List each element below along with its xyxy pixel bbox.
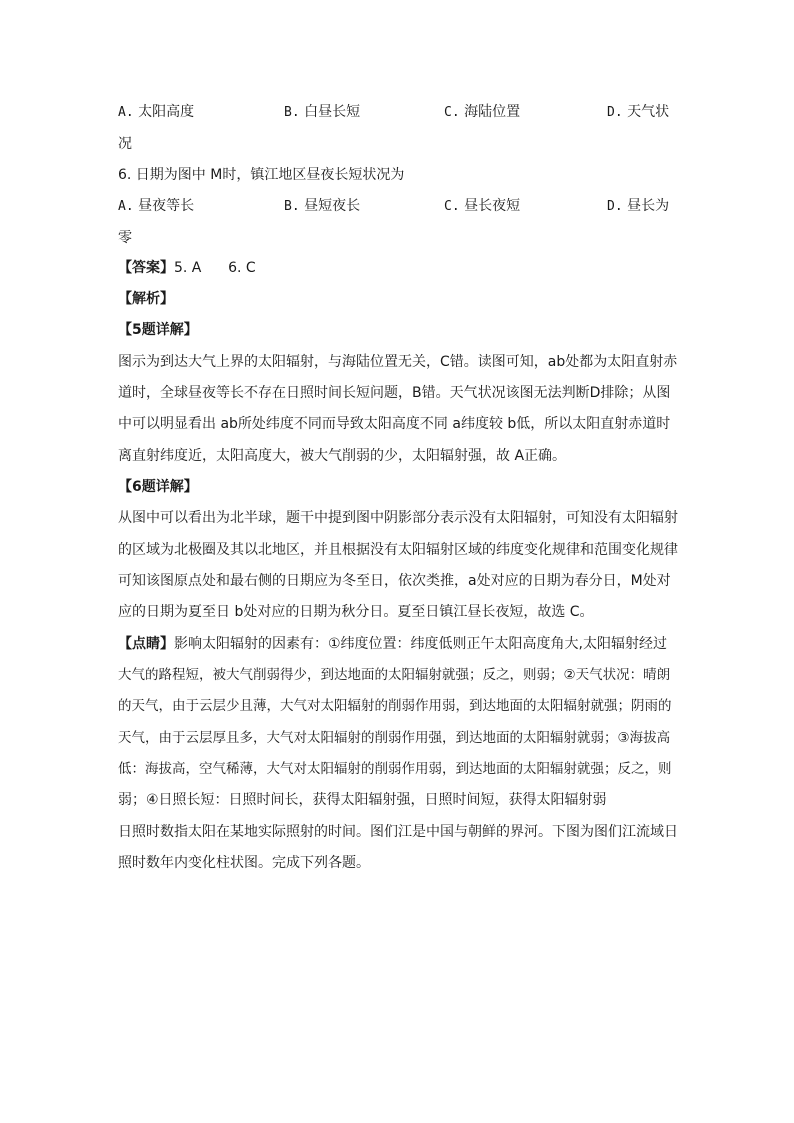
q6-option-d-wrap: 零	[118, 230, 132, 246]
detail6-line: 的区域为北极圈及其以北地区，并且根据没有太阳辐射区域的纬度变化规律和范围变化规律	[118, 542, 678, 558]
tips-line: 大气的路程短，被大气削弱得少，到达地面的太阳辐射就强；反之，则弱；②天气状况：晴朗	[118, 667, 671, 683]
q5-option-a: A. 太阳高度	[118, 104, 195, 120]
detail6-line: 应的日期为夏至日 b处对应的日期为秋分日。夏至日镇江昼长夜短，故选 C。	[118, 604, 594, 620]
q5-option-b: B. 白昼长短	[284, 104, 361, 120]
detail5-line: 离直射纬度近，太阳高度大，被大气削弱的少，太阳辐射强，故 A正确。	[118, 448, 567, 464]
detail6-line: 可知该图原点处和最右侧的日期应为冬至日，依次类推，a处对应的日期为春分日，M处对	[118, 573, 671, 589]
tips-line: 低：海拔高，空气稀薄，大气对太阳辐射的削弱作用弱，到达地面的太阳辐射就强；反之，则	[118, 761, 672, 777]
detail5-label: 【5题详解】	[118, 322, 198, 338]
detail5-line: 道时，全球昼夜等长不存在日照时间长短问题，B错。天气状况该图无法判断D排除；从图	[118, 385, 671, 401]
q6-stem: 6. 日期为图中 M时，镇江地区昼夜长短状况为	[118, 167, 405, 183]
detail6-label: 【6题详解】	[118, 479, 198, 495]
intro-line: 照时数年内变化柱状图。完成下列各题。	[118, 855, 370, 871]
q5-option-d-wrap: 况	[118, 136, 132, 152]
tips-first-line	[118, 634, 678, 654]
answer-line	[118, 258, 678, 278]
q5-option-d: D. 天气状	[607, 104, 670, 120]
q6-option-c: C. 昼长夜短	[444, 198, 521, 214]
q6-option-a: A. 昼夜等长	[118, 198, 195, 214]
tips-line: 天气，由于云层厚且多，大气对太阳辐射的削弱作用强，到达地面的太阳辐射就弱；③海拔高	[118, 730, 671, 746]
answer-value: 5. A 6. C	[174, 260, 256, 276]
detail5-line: 图示为到达大气上界的太阳辐射，与海陆位置无关，C错。读图可知，ab处都为太阳直射赤	[118, 354, 678, 370]
answer-label: 【答案】	[118, 260, 174, 276]
intro-line: 日照时数指太阳在某地实际照射的时间。图们江是中国与朝鲜的界河。下图为图们江流域日	[118, 824, 678, 840]
detail5-line: 中可以明显看出 ab所处纬度不同而导致太阳高度不同 a纬度较 b低，所以太阳直射赤道时	[118, 416, 671, 432]
analysis-label: 【解析】	[118, 291, 174, 307]
tips-label: 【点睛】	[118, 636, 174, 652]
tips-line: 弱；④日照长短：日照时间长，获得太阳辐射强，日照时间短，获得太阳辐射弱	[118, 792, 607, 808]
q6-option-b: B. 昼短夜长	[284, 198, 361, 214]
tips-line: 的天气，由于云层少且薄，大气对太阳辐射的削弱作用弱，到达地面的太阳辐射就强；阴雨的	[118, 698, 672, 714]
detail6-line: 从图中可以看出为北半球，题干中提到图中阴影部分表示没有太阳辐射，可知没有太阳辐射	[118, 510, 678, 526]
q6-option-d: D. 昼长为	[607, 198, 670, 214]
q5-option-c: C. 海陆位置	[444, 104, 521, 120]
tips-first-text: 影响太阳辐射的因素有：①纬度位置：纬度低则正午太阳高度角大,太阳辐射经过	[174, 636, 667, 652]
